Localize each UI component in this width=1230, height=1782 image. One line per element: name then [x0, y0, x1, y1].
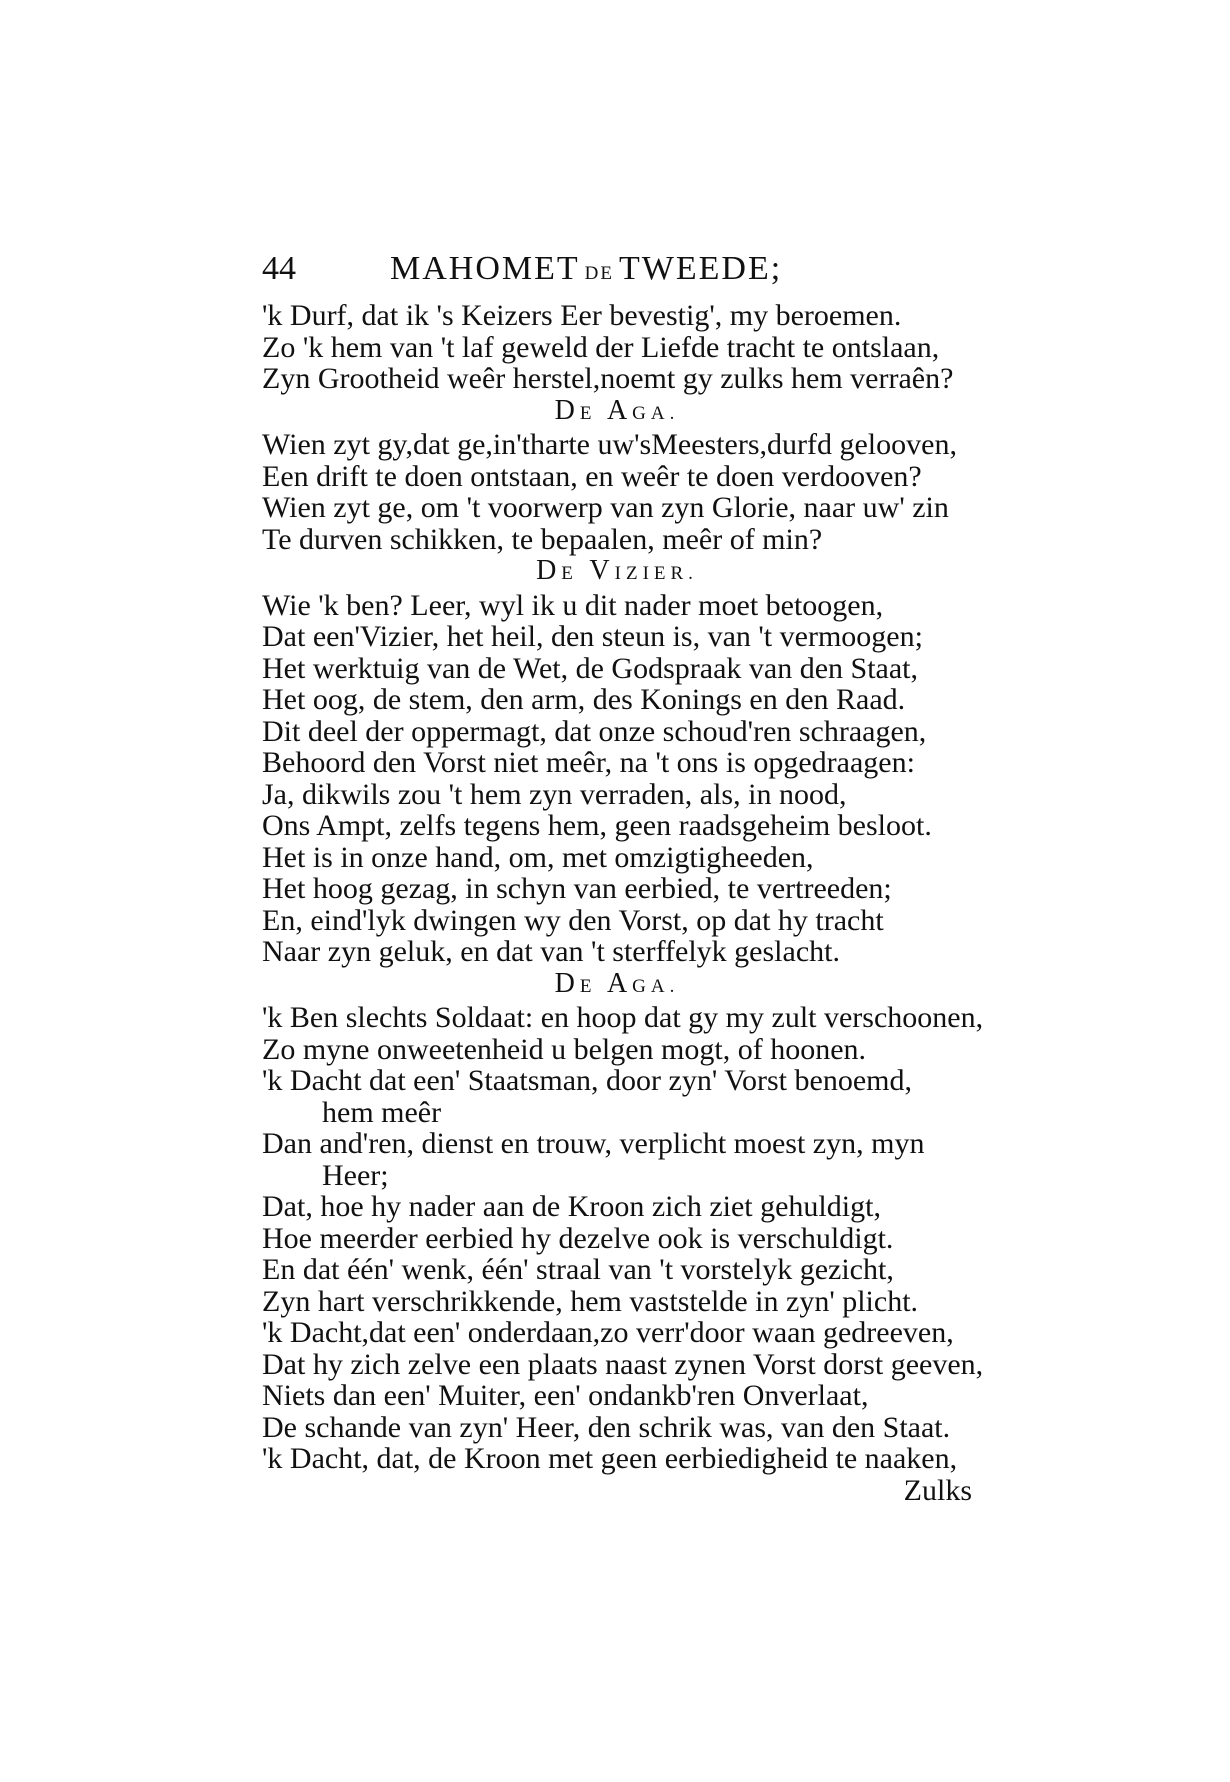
verse-line: Zo myne onweetenheid u belgen mogt, of hoonen.	[262, 1032, 867, 1066]
verse-line: En, eind'lyk dwingen wy den Vorst, op dat hy tracht	[262, 903, 884, 937]
verse-line: 'k Dacht, dat, de Kroon met geen eerbiedigheid te naaken,	[262, 1442, 958, 1475]
verse-line: Zyn Grootheid weêr herstel,noemt gy zulks hem verraên?	[262, 362, 954, 395]
verse-line: Naar zyn geluk, en dat van 't sterffelyk geslacht.	[262, 935, 840, 968]
speaker-heading: DE AGA.	[554, 394, 680, 426]
verse-line: Dat, hoe hy nader aan de Kroon zich ziet gehuldigt,	[262, 1190, 881, 1223]
verse-line: Niets dan een' Muiter, een' ondankb'ren Onverlaat,	[262, 1379, 869, 1412]
page-number: 44	[262, 250, 296, 287]
running-title: MAHOMET DE TWEEDE;	[390, 250, 783, 287]
verse-line: Het werktuig van de Wet, de Godspraak van den Staat,	[262, 651, 919, 685]
verse-line: Zo 'k hem van 't laf geweld der Liefde tracht te ontslaan,	[262, 330, 940, 364]
verse-line: Wien zyt ge, om 't voorwerp van zyn Glorie, naar uw' zin	[262, 491, 949, 524]
catchword: Zulks	[903, 1473, 972, 1507]
verse-line: Behoord den Vorst niet meêr, na 't ons is opgedraagen:	[262, 746, 915, 779]
verse-line: Ons Ampt, zelfs tegens hem, geen raadsgeheim besloot.	[262, 809, 932, 842]
verse-line: Dan and'ren, dienst en trouw, verplicht moest zyn, myn	[262, 1127, 925, 1160]
verse-line: Dit deel der oppermagt, dat onze schoud'ren schraagen,	[262, 714, 927, 748]
verse-line-continuation: Heer;	[322, 1158, 389, 1192]
verse-line: Het oog, de stem, den arm, des Konings en den Raad.	[262, 683, 906, 716]
verse-line: 'k Dacht dat een' Staatsman, door zyn' Vorst benoemd,	[262, 1064, 912, 1097]
speaker-heading: DE VIZIER.	[536, 555, 698, 586]
verse-line: Ja, dikwils zou 't hem zyn verraden, als, in nood,	[262, 777, 847, 811]
verse-line: Dat hy zich zelve een plaats naast zynen Vorst dorst geeven,	[262, 1347, 984, 1381]
verse-line: Een drift te doen ontstaan, en weêr te doen verdooven?	[262, 459, 922, 493]
verse-line: 'k Ben slechts Soldaat: en hoop dat gy my zult verschoonen,	[262, 1001, 984, 1034]
verse-line: Het hoog gezag, in schyn van eerbied, te vertreeden;	[262, 872, 892, 905]
book-page	[262, 250, 984, 1507]
verse-line-continuation: hem meêr	[322, 1095, 442, 1129]
verse-text	[262, 299, 984, 1475]
verse-line: Het is in onze hand, om, met omzigtigheeden,	[262, 840, 814, 874]
verse-line: Dat een'Vizier, het heil, den steun is, van 't vermoogen;	[262, 620, 923, 653]
speaker-heading: DE AGA.	[554, 967, 680, 999]
verse-line: Zyn hart verschrikkende, hem vaststelde in zyn' plicht.	[262, 1284, 919, 1318]
verse-line: 'k Durf, dat ik 's Keizers Eer bevestig', my beroemen.	[262, 299, 902, 332]
verse-line: Te durven schikken, te bepaalen, meêr of min?	[262, 522, 823, 556]
verse-line: En dat één' wenk, één' straal van 't vorstelyk gezicht,	[262, 1253, 894, 1286]
verse-line: De schande van zyn' Heer, den schrik was, van den Staat.	[262, 1410, 951, 1444]
verse-line: 'k Dacht,dat een' onderdaan,zo verr'door waan gedreeven,	[262, 1316, 954, 1349]
running-header	[262, 250, 972, 300]
verse-line: Wien zyt gy,dat ge,in'tharte uw'sMeesters,durfd gelooven,	[262, 428, 957, 461]
verse-line: Wie 'k ben? Leer, wyl ik u dit nader moet betoogen,	[262, 588, 884, 622]
verse-line: Hoe meerder eerbied hy dezelve ook is verschuldigt.	[262, 1221, 894, 1255]
